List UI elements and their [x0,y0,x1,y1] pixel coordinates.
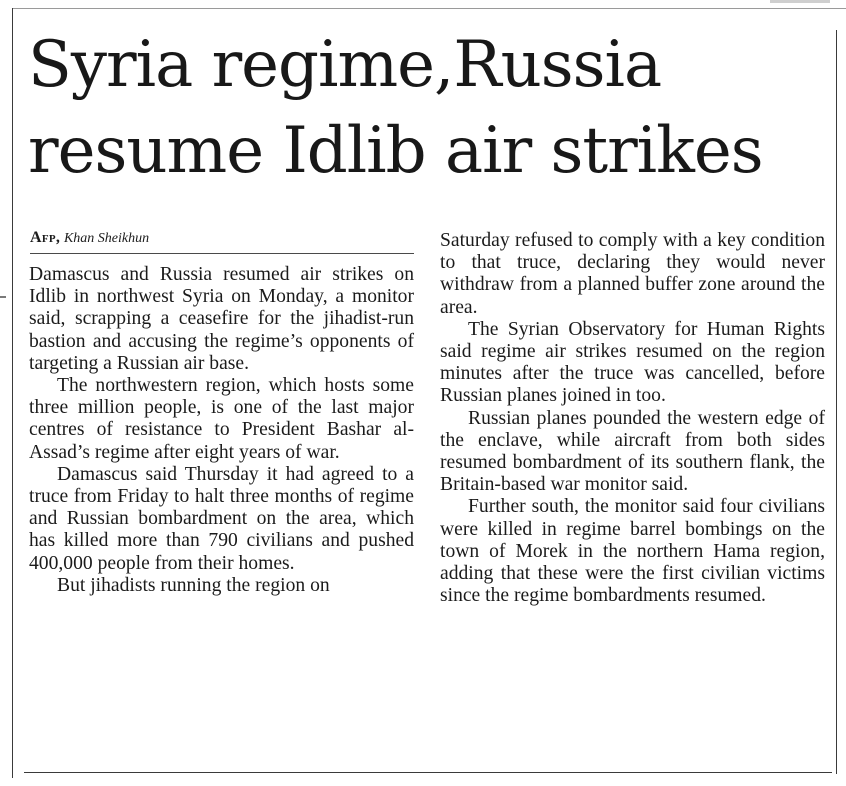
scan-edge-mark [770,0,830,3]
article-byline [30,229,149,248]
byline-agency: Afp, [30,229,61,246]
left-column-rule [12,8,13,778]
paragraph: But jihadists running the region on [57,574,330,596]
bottom-border-rule [24,772,832,773]
byline-divider [30,253,414,254]
paragraph: Damascus said Thursday it had agreed to a truce from Friday to halt three months of regime and Russian bombardment on the area, which has killed more than 790 civilians and pushed 400,000 people from their homes. [29,463,414,574]
headline-line-2: resume Idlib air strikes [28,114,763,188]
byline-dateline: Khan Sheikhun [63,231,150,246]
paragraph: Damascus and Russia resumed air strikes on Idlib in northwest Syria on Monday, a monitor said, scrapping a ceasefire for the jihadist-run bastion and accusing the regime’s opponents of targeting a Russian air base. [29,264,414,374]
paragraph: Further south, the monitor said four civilians were killed in regime barrel bombings on the town of Morek in the northern Hama region, adding that these were the first civilian victims since the regime bombardments resumed. [440,496,825,607]
article-column-right [440,230,825,607]
paragraph: Russian planes pounded the western edge of the enclave, while aircraft from both sides resumed bombardment of its southern flank, the Britain-based war monitor said. [440,407,825,496]
article-column-left [29,264,414,597]
paragraph: The Syrian Observatory for Human Rights said regime air strikes resumed on the region minutes after the truce was cancelled, before Russian planes joined in too. [440,318,825,407]
right-column-rule [836,30,837,774]
paragraph: The northwestern region, which hosts some three million people, is one of the last major centres of resistance to President Bashar al-Assad’s regime after eight years of war. [29,375,414,463]
top-border-rule [12,8,846,9]
article-headline [28,22,828,194]
headline-line-1: Syria regime,Russia [28,28,662,102]
margin-tick-mark [0,296,6,298]
paragraph: Saturday refused to comply with a key condition to that truce, declaring they would never withdraw from a planned buffer zone around the area. [440,230,825,318]
